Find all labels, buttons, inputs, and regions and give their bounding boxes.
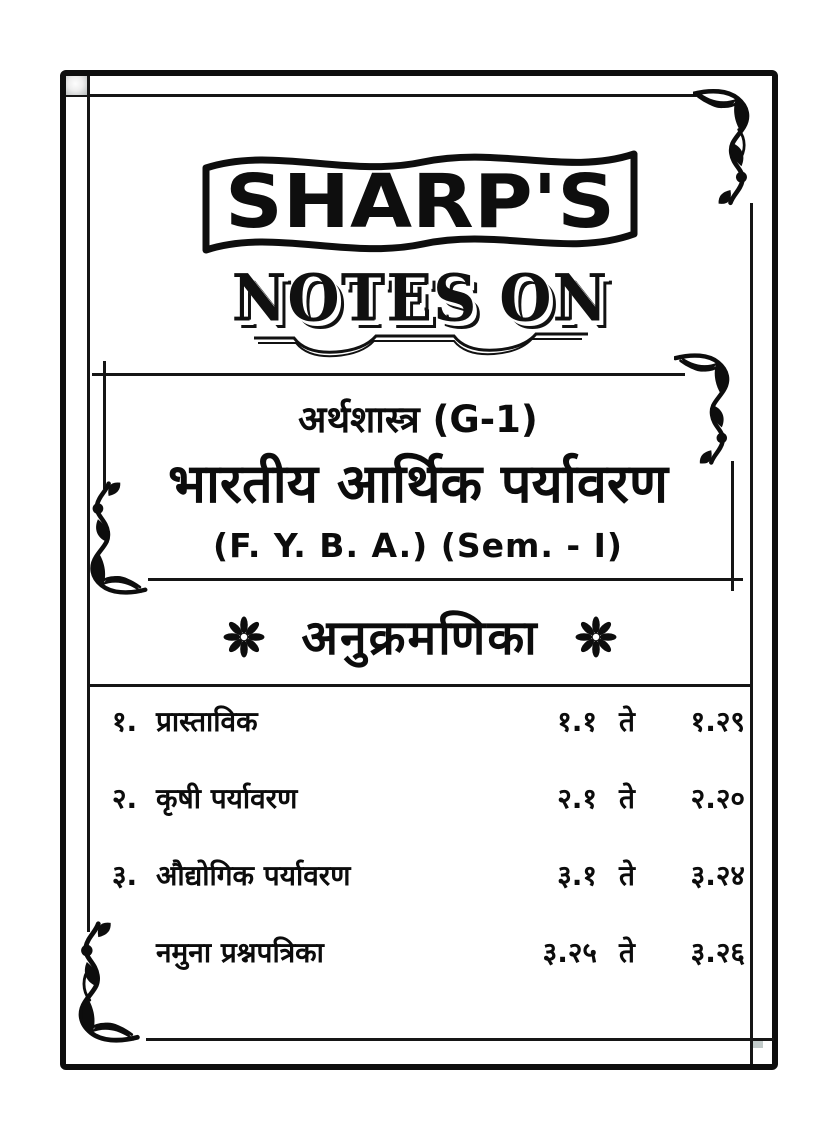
- inner-rule-bottom: [146, 1038, 774, 1041]
- page-from: २.१: [557, 782, 597, 815]
- chapter-number: २.: [112, 782, 138, 815]
- page-to: ३.२४: [690, 859, 745, 892]
- page-to: ३.२६: [690, 936, 745, 969]
- contents-table: [112, 702, 745, 1010]
- page-from: ३.२५: [542, 936, 597, 969]
- table-row: [112, 779, 745, 829]
- page-to: २.२०: [690, 782, 745, 815]
- flower-icon: [575, 616, 617, 658]
- page-from: ३.१: [557, 859, 597, 892]
- page-from: १.१: [557, 705, 597, 738]
- flower-icon: [223, 616, 265, 658]
- chapter-title: कृषी पर्यावरण: [156, 782, 298, 815]
- chapter-title: नमुना प्रश्नपत्रिका: [156, 936, 324, 969]
- chapter-number: १.: [112, 705, 138, 738]
- brand-banner: [198, 134, 642, 262]
- table-row: [112, 702, 745, 752]
- course-semester: (F. Y. B. A.) (Sem. - I): [213, 526, 623, 565]
- range-word: ते: [619, 936, 635, 969]
- title-box-rule-right: [731, 461, 734, 591]
- table-row: [112, 933, 745, 983]
- chapter-number: ३.: [112, 859, 138, 892]
- notes-on-title: NOTES ON: [231, 261, 609, 337]
- subject-title: अर्थशास्त्र (G-1): [298, 398, 538, 441]
- inner-rule-top: [66, 94, 702, 97]
- index-heading-row: [0, 604, 840, 669]
- range-word: ते: [619, 705, 635, 738]
- corner-square-bottom-right: [753, 1041, 763, 1048]
- chapter-title: औद्योगिक पर्यावरण: [156, 859, 351, 892]
- table-row: [112, 856, 745, 906]
- title-box-rule-bottom: [148, 578, 743, 581]
- corner-square-top-left: [66, 76, 87, 95]
- chapter-title: प्रास्ताविक: [156, 705, 258, 738]
- brand-logo-text: SHARP'S: [225, 159, 615, 245]
- page-to: १.२९: [690, 705, 745, 738]
- index-heading: अनुक्रमणिका: [301, 610, 539, 666]
- heading-separator-rule: [88, 684, 753, 687]
- title-box-rule-top: [92, 373, 685, 376]
- title-box-rule-left: [103, 361, 106, 489]
- vine-flourish-icon: [693, 84, 757, 210]
- range-word: ते: [619, 859, 635, 892]
- underline-swash-icon: [250, 330, 595, 360]
- book-title: भारतीय आर्थिक पर्यावरण: [167, 452, 668, 515]
- range-word: ते: [619, 782, 635, 815]
